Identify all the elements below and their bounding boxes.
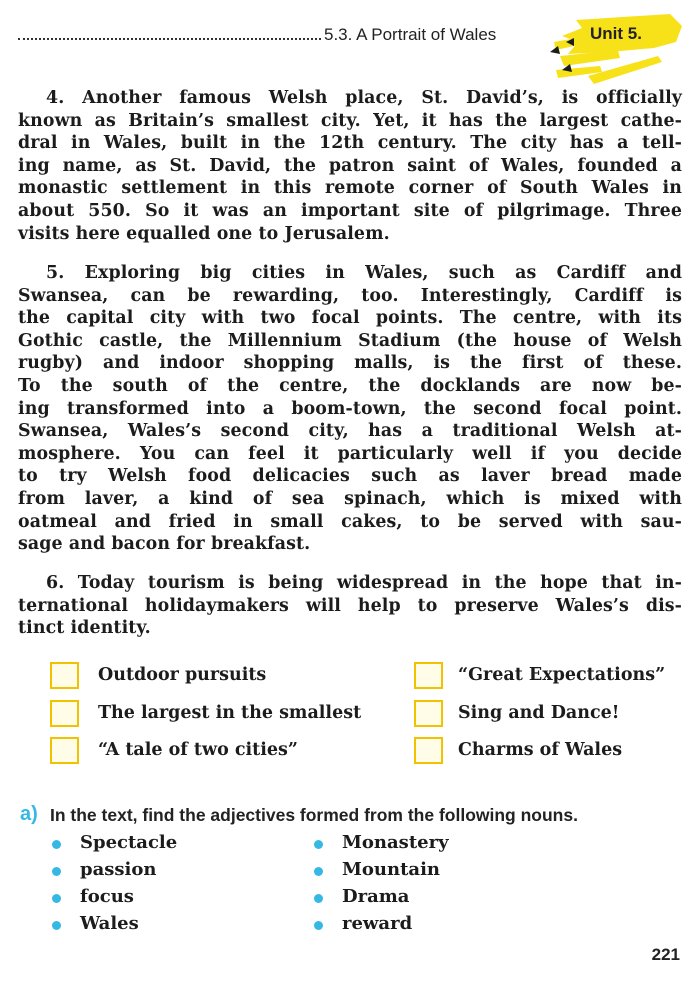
text-line: sage and bacon for breakfast. <box>18 534 311 555</box>
section-title: 5.3. A Portrait of Wales <box>324 25 497 44</box>
text-line: dral in Wales, built in the 12th century. The city has a tell- <box>18 133 682 154</box>
bullet-icon <box>52 840 61 849</box>
paragraph-4 <box>18 87 682 245</box>
text-line: 4. Another famous Welsh place, St. David’s, is officially <box>46 88 682 108</box>
word-list-right <box>314 829 449 937</box>
list-item: focus <box>52 883 177 910</box>
text-line: Swansea, can be rewarding, too. Interestingly, Cardiff is <box>18 285 682 306</box>
list-item: Spectacle <box>52 829 177 856</box>
text-line: about 550. So it was an important site of pilgrimage. Three <box>18 200 682 221</box>
bullet-icon <box>52 867 61 876</box>
bullet-icon <box>52 894 61 903</box>
text-line: ing transformed into a boom-town, the second focal point. <box>18 398 682 419</box>
header-dotted-leader <box>18 38 321 40</box>
paragraph-5 <box>18 262 682 556</box>
heading-option-label: The largest in the smallest <box>98 703 362 723</box>
bullet-icon <box>314 921 323 930</box>
bullet-icon <box>314 867 323 876</box>
heading-option-label: Sing and Dance! <box>458 703 620 723</box>
bullet-icon <box>52 921 61 930</box>
answer-checkbox[interactable] <box>414 700 443 727</box>
text-line: ternational holidaymakers will help to preserve Wales’s dis- <box>18 595 682 616</box>
answer-checkbox[interactable] <box>50 662 79 689</box>
text-line: rugby) and indoor shopping malls, is the first of these. <box>18 353 682 374</box>
heading-option-label: “A tale of two cities” <box>98 740 298 760</box>
unit-label: Unit 5. <box>590 24 642 43</box>
text-line: mosphere. You can feel it particularly well if you decide <box>18 443 682 464</box>
text-line: 5. Exploring big cities in Wales, such as Cardiff and <box>46 263 682 283</box>
text-line: the capital city with two focal points. The centre, with its <box>18 308 682 329</box>
text-line: ing name, as St. David, the patron saint of Wales, founded a <box>18 155 682 176</box>
text-line: to try Welsh food delicacies such as laver bread made <box>18 466 682 487</box>
text-line: visits here equalled one to Jerusalem. <box>18 223 390 244</box>
paragraph-6 <box>18 572 682 640</box>
bullet-icon <box>314 840 323 849</box>
answer-checkbox[interactable] <box>414 737 443 764</box>
word-list-left <box>52 829 177 937</box>
text-line: oatmeal and fried in small cakes, to be served with sau- <box>18 511 682 532</box>
answer-checkbox[interactable] <box>414 662 443 689</box>
text-line: 6. Today tourism is being widespread in the hope that in- <box>46 573 682 593</box>
heading-option-label: Outdoor pursuits <box>98 665 267 685</box>
list-item: Monastery <box>314 829 449 856</box>
list-item: reward <box>314 910 449 937</box>
answer-checkbox[interactable] <box>50 700 79 727</box>
text-line: monastic settlement in this remote corner of South Wales in <box>18 178 682 199</box>
list-item: Mountain <box>314 856 449 883</box>
text-line: Swansea, Wales’s second city, has a traditional Welsh at- <box>18 421 682 442</box>
bullet-icon <box>314 894 323 903</box>
list-item: Wales <box>52 910 177 937</box>
task-instruction: In the text, find the adjectives formed from the following nouns. <box>50 805 578 825</box>
heading-option-label: “Great Expectations” <box>458 665 666 685</box>
text-line: tinct identity. <box>18 618 151 639</box>
text-line: known as Britain’s smallest city. Yet, it has the largest cathe- <box>18 110 682 131</box>
list-item: Drama <box>314 883 449 910</box>
text-line: from laver, a kind of sea spinach, which is mixed with <box>18 488 682 509</box>
list-item: passion <box>52 856 177 883</box>
answer-checkbox[interactable] <box>50 737 79 764</box>
page-number: 221 <box>651 945 680 964</box>
text-line: To the south of the centre, the docklands are now be- <box>18 375 682 396</box>
task-letter: a) <box>20 803 38 825</box>
text-line: Gothic castle, the Millennium Stadium (the house of Welsh <box>18 330 682 351</box>
heading-option-label: Charms of Wales <box>458 740 623 760</box>
